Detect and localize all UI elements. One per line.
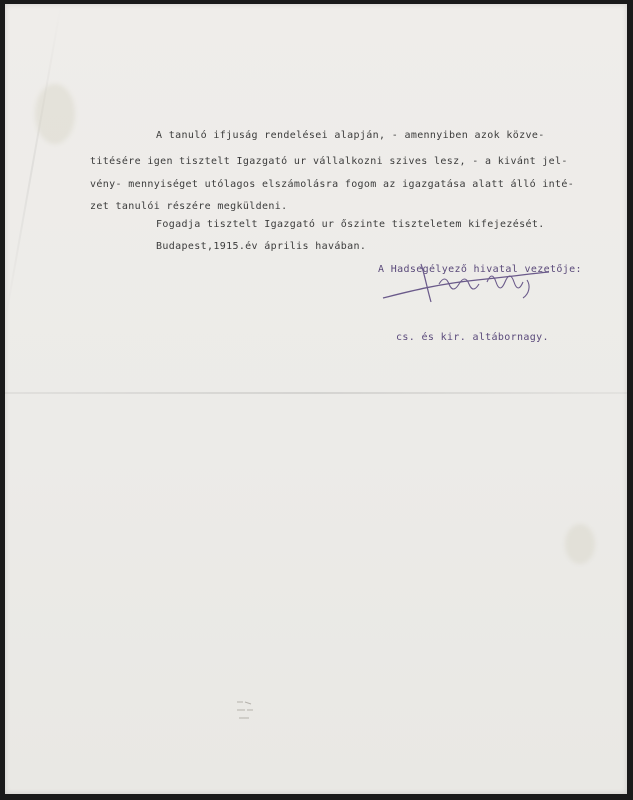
paper-stain <box>565 524 595 564</box>
letter-page <box>5 4 627 794</box>
letter-line-2: titésére igen tisztelt Igazgató ur vállalkozni szives lesz, - a kivánt jel- <box>90 156 568 167</box>
letter-line-4: zet tanulói részére megküldeni. <box>90 201 288 212</box>
paper-stain <box>35 84 75 144</box>
closing-line: Fogadja tisztelt Igazgató ur őszinte tiszteletem kifejezését. <box>156 219 545 230</box>
rank-line: cs. és kir. altábornagy. <box>396 332 549 343</box>
office-line: A Hadsegélyező hivatal vezetője: <box>378 264 582 275</box>
letter-line-1: A tanuló ifjuság rendelései alapján, - amennyiben azok közve- <box>156 130 545 141</box>
signature-text: Kirchner Nagy <box>377 254 383 255</box>
pencil-mark <box>233 694 263 724</box>
fold-line-diagonal <box>5 4 62 329</box>
letter-line-3: vény- mennyiséget utólagos elszámolásra fogom az igazgatása alatt álló inté- <box>90 179 575 190</box>
fold-line-horizontal <box>5 392 627 394</box>
handwritten-signature <box>377 254 557 314</box>
date-line: Budapest,1915.év április havában. <box>156 241 367 252</box>
